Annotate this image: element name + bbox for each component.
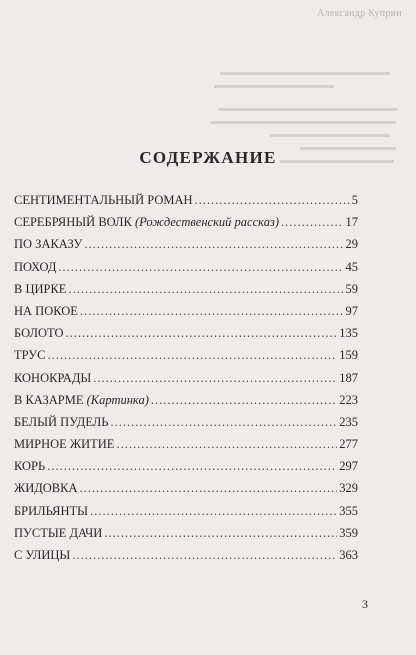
toc-dot-leader [66,326,338,341]
toc-entry-page: 359 [339,525,358,540]
toc-entry [14,348,358,370]
page-number: 3 [362,597,368,611]
toc-entry-title-text: В ЦИРКЕ [14,281,67,296]
toc-entry [14,526,358,548]
toc-entry-title-text: БРИЛЬЯНТЫ [14,503,89,518]
toc-entry-title [14,437,114,452]
toc-dot-leader [151,393,337,408]
toc-entry-page: 97 [345,303,358,318]
toc-entry-subtitle: (Рождественский рассказ) [135,215,279,230]
toc-entry-page: 5 [351,193,358,207]
toc-entry-page: 355 [339,503,358,518]
toc-entry-title-text: ПОХОД [14,259,57,274]
toc-dot-leader [93,371,337,386]
toc-entry-page: 235 [339,414,358,429]
toc-entry-title-text: БОЛОТО [14,326,64,341]
toc-dot-leader [47,459,337,474]
bleed-through-text: Александр Куприн [0,0,416,200]
toc-entry-title-text: МИРНОЕ ЖИТИЕ [14,437,115,452]
toc-entry-page: 135 [339,326,358,341]
toc-entry-page: 277 [339,437,358,452]
toc-dot-leader [110,415,337,430]
toc-entry [14,260,358,282]
toc-entry-title [14,260,56,275]
toc-entry-page: 17 [345,215,358,230]
toc-entry-page: 45 [345,259,358,274]
toc-dot-leader [47,348,337,363]
toc-entry-title [14,326,64,341]
toc-entry [14,237,358,259]
toc-entry-title [14,371,91,386]
toc-entry-title-text: СЕРЕБРЯНЫЙ ВОЛК [14,215,136,230]
toc-entry-title [14,348,45,363]
toc-entry-title [14,393,149,408]
toc-entry-title [14,282,66,297]
toc-entry [14,437,358,459]
toc-entry-page: 187 [339,370,358,385]
toc-dot-leader [116,437,337,452]
toc-entry-page: 223 [339,392,358,407]
toc-entry [14,393,358,415]
toc-entry-title-text: ЖИДОВКА [14,481,78,496]
toc-dot-leader [281,215,344,230]
toc-entry-title [14,504,88,519]
toc-dot-leader [195,193,350,208]
toc-entry-title-text: ТРУС [14,348,46,363]
toc-dot-leader [90,504,337,519]
table-of-contents [14,193,358,570]
toc-entry-title-text: КОРЬ [14,459,46,474]
toc-entry-title-text: В КАЗАРМЕ [14,392,87,407]
toc-entry-title [14,459,45,474]
page-title: СОДЕРЖАНИЕ [139,148,277,168]
toc-entry-title [14,237,82,252]
toc-dot-leader [58,260,343,275]
toc-dot-leader [80,304,344,319]
toc-entry-subtitle: (Картинка) [86,392,149,407]
toc-dot-leader [72,548,337,563]
toc-dot-leader [104,526,337,541]
toc-dot-leader [79,481,337,496]
toc-entry-title [14,526,102,541]
toc-entry [14,371,358,393]
toc-entry [14,548,358,570]
toc-entry-title-text: БЕЛЫЙ ПУДЕЛЬ [14,414,109,429]
toc-entry [14,215,358,237]
toc-entry-title-text: КОНОКРАДЫ [14,370,92,385]
toc-entry-title-text: НА ПОКОЕ [14,303,78,318]
toc-entry-page: 29 [345,237,358,252]
toc-entry [14,415,358,437]
toc-entry [14,282,358,304]
toc-entry [14,193,358,215]
toc-dot-leader [68,282,343,297]
toc-entry-title-text: ПУСТЫЕ ДАЧИ [14,525,103,540]
toc-entry-title [14,415,108,430]
toc-dot-leader [84,237,343,252]
toc-entry-title-text: СЕНТИМЕНТАЛЬНЫЙ РОМАН [14,193,193,207]
toc-entry-title [14,193,193,208]
toc-entry-page: 297 [339,459,358,474]
toc-entry-title [14,215,279,230]
toc-entry [14,459,358,481]
toc-entry-page: 363 [339,548,358,562]
toc-entry-page: 59 [345,281,358,296]
toc-entry [14,481,358,503]
toc-entry-title [14,304,78,319]
toc-entry-page: 329 [339,481,358,496]
toc-entry [14,326,358,348]
toc-entry [14,504,358,526]
toc-entry-title-text: ПО ЗАКАЗУ [14,237,83,252]
toc-entry [14,304,358,326]
toc-entry-title-text: С УЛИЦЫ [14,548,71,562]
toc-entry-page: 159 [339,348,358,363]
toc-entry-title [14,481,77,496]
toc-entry-title [14,548,70,563]
